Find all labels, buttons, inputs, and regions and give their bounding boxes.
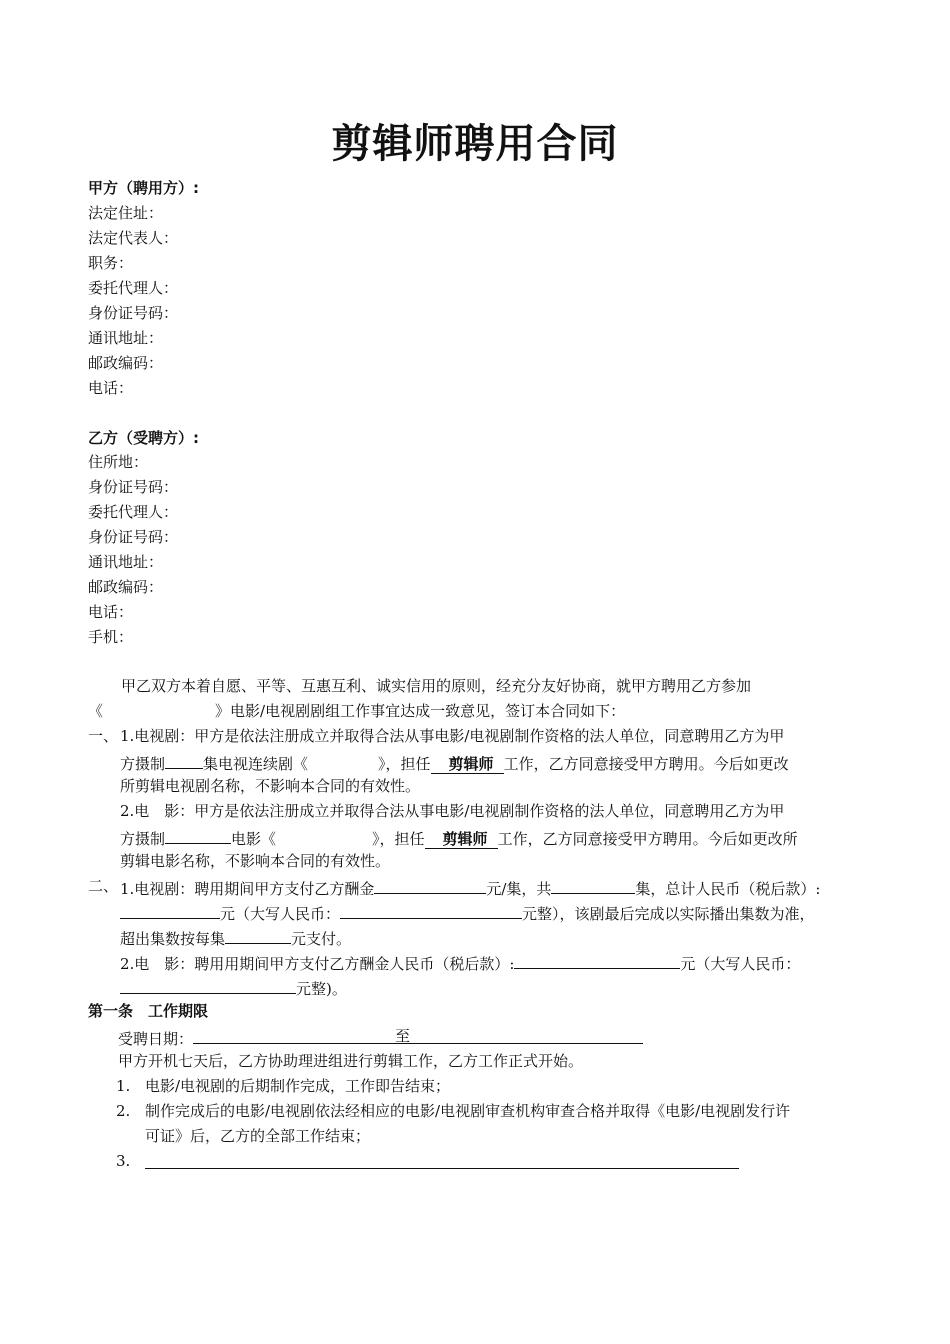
text-span: 电影《 (231, 830, 277, 848)
text-span: 》，担任 (378, 755, 431, 773)
item-1-number: 一、 (88, 727, 119, 745)
party-a-field: 身份证号码： (88, 304, 179, 322)
text-span: 元整），该剧最后完成以实际播出集数为准， (522, 905, 815, 923)
party-b-field: 邮政编码： (88, 578, 164, 596)
blank-date-range[interactable] (193, 1026, 643, 1044)
text-span: 超出集数按每集 (120, 930, 226, 948)
blank-film-fee-words[interactable] (120, 976, 296, 994)
item-2-film-line (120, 951, 800, 974)
text-span: 元/集，共 (486, 880, 552, 898)
item-1-film-line: 剪辑电影名称，不影响本合同的有效性。 (120, 852, 391, 870)
party-a-field: 法定代表人： (88, 229, 179, 247)
party-b-heading: 乙方（受聘方）: (88, 429, 199, 447)
list-number: 1. (116, 1077, 131, 1095)
party-b-field: 手机： (88, 628, 134, 646)
date-to: 至 (395, 1027, 411, 1045)
employment-date-line (118, 1026, 643, 1049)
intro-line-rest: 》电影/电视剧剧组工作事宜达成一致意见，签订本合同如下： (215, 702, 626, 720)
intro-line (88, 701, 625, 721)
text-span: 集电视连续剧《 (203, 755, 309, 773)
item-1-film-line (120, 826, 798, 849)
item-1-tv-line: 1.电视剧：甲方是依法注册成立并取得合法从事电影/电视剧制作资格的法人单位，同意聘用乙方为甲 (120, 727, 785, 745)
item-2-film-line (120, 976, 347, 999)
item-1-tv-line: 所剪辑电视剧名称，不影响本合同的有效性。 (120, 777, 421, 795)
party-b-field: 通讯地址： (88, 553, 164, 571)
item-2-tv-line (120, 901, 815, 924)
text-span: 元（大写人民币： (220, 905, 341, 923)
date-label: 受聘日期： (118, 1030, 194, 1048)
blank-total[interactable] (120, 901, 220, 919)
text-span: 集，总计人民币（税后款）: (635, 880, 821, 898)
text-span: 方摄制 (120, 830, 166, 848)
item-2-number: 二、 (88, 877, 119, 895)
item-1-tv-line (120, 751, 789, 774)
blank-line[interactable] (145, 1151, 739, 1169)
role-underlined: 剪辑师 (431, 755, 504, 774)
text-span: 工作，乙方同意接受甲方聘用。今后如更改 (503, 755, 789, 773)
party-b-field: 委托代理人： (88, 503, 179, 521)
blank-episodes[interactable] (165, 751, 203, 769)
text-span: 方摄制 (120, 755, 166, 773)
text-span: 2.电 影：聘用用期间甲方支付乙方酬金人民币（税后款）: (120, 955, 515, 973)
article-1-heading: 第一条 工作期限 (88, 1002, 209, 1020)
list-number: 3. (116, 1152, 131, 1170)
blank-total-words[interactable] (340, 901, 522, 919)
text-span: 元整)。 (296, 980, 347, 998)
document-title: 剪辑师聘用合同 (331, 121, 619, 167)
blank-episode-count[interactable] (551, 876, 635, 894)
party-a-field: 通讯地址： (88, 329, 164, 347)
text-span: 元支付。 (291, 930, 352, 948)
list-item: 制作完成后的电影/电视剧依法经相应的电影/电视剧审查机构审查合格并取得《电影/电视剧发行许 (145, 1102, 791, 1120)
text-span: 》，担任 (372, 830, 425, 848)
list-item: 电影/电视剧的后期制作完成，工作即告结束； (145, 1077, 451, 1095)
list-item: 可证》后，乙方的全部工作结束； (145, 1127, 371, 1145)
party-a-field: 法定住址： (88, 204, 164, 222)
blank-film[interactable] (165, 826, 231, 844)
item-2-tv-line (120, 876, 820, 899)
list-number: 2. (116, 1102, 131, 1120)
work-start-line: 甲方开机七天后，乙方协助理进组进行剪辑工作，乙方工作正式开始。 (118, 1052, 584, 1070)
party-a-field: 邮政编码： (88, 354, 164, 372)
text-span: 工作，乙方同意接受甲方聘用。今后如更改所 (497, 830, 798, 848)
party-a-field: 职务： (88, 254, 134, 272)
list-item-blank[interactable] (145, 1151, 739, 1174)
party-b-field: 电话： (88, 603, 134, 621)
party-b-field: 住所地： (88, 453, 149, 471)
party-a-field: 委托代理人： (88, 279, 179, 297)
intro-line: 甲乙双方本着自愿、平等、互惠互利、诚实信用的原则，经充分友好协商，就甲方聘用乙方参加 (121, 677, 752, 695)
item-2-tv-line (120, 926, 351, 949)
party-b-field: 身份证号码： (88, 478, 179, 496)
item-1-film-line: 2.电 影：甲方是依法注册成立并取得合法从事电影/电视剧制作资格的法人单位，同意聘用乙方为甲 (120, 802, 785, 820)
text-span: 1.电视剧：聘用期间甲方支付乙方酬金 (120, 880, 375, 898)
blank-extra-fee[interactable] (225, 926, 291, 944)
party-b-field: 身份证号码： (88, 528, 179, 546)
party-a-heading: 甲方（聘用方）: (88, 179, 199, 197)
open-quote: 《 (88, 702, 104, 720)
party-a-field: 电话： (88, 379, 134, 397)
role-underlined: 剪辑师 (425, 830, 498, 849)
text-span: 元（大写人民币： (680, 955, 801, 973)
blank-fee-per-episode[interactable] (374, 876, 486, 894)
blank-film-fee[interactable] (514, 951, 680, 969)
